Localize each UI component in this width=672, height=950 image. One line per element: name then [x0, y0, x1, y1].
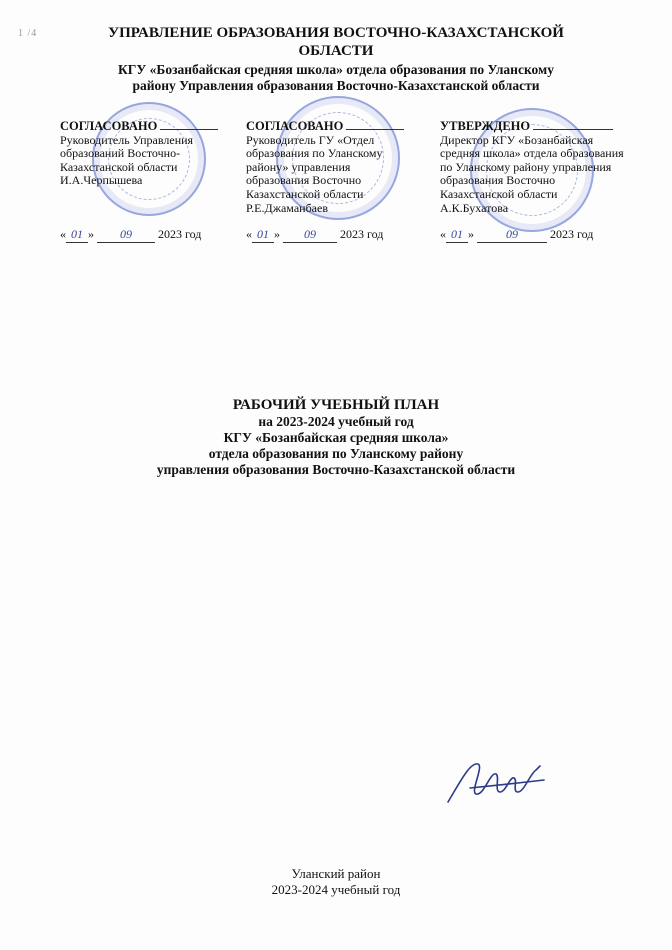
approval-2-head: СОГЛАСОВАНО [246, 119, 344, 133]
approval-3-date: « 01 » 09 2023 год [440, 227, 594, 241]
approval-1-line-2: образований Восточно- [60, 146, 181, 161]
date-year: 2023 год [158, 227, 202, 241]
approval-1-line-1: Руководитель Управления [60, 132, 194, 147]
approval-2-line-2: образования по Уланскому [246, 146, 383, 161]
title-line-2: на 2023-2024 учебный год [258, 414, 414, 429]
date-month: 09 [283, 228, 337, 243]
date-day: 01 [66, 228, 88, 243]
approval-1-head: СОГЛАСОВАНО [60, 119, 158, 133]
approval-1-line-3: Казахстанской области [60, 159, 178, 174]
header-line-3: КГУ «Бозанбайская средняя школа» отдела образования по Уланскому [118, 62, 554, 77]
title-line-3: КГУ «Бозанбайская средняя школа» [223, 430, 449, 445]
footer-year: 2023-2024 учебный год [271, 882, 401, 897]
approval-3-line-1: Директор КГУ «Бозанбайская [440, 132, 594, 147]
signature-line [533, 129, 613, 130]
date-day: 01 [446, 228, 468, 243]
title-line-5: управления образования Восточно-Казахстанской области [156, 462, 516, 477]
signature-line [160, 129, 218, 130]
approval-3-head: УТВЕРЖДЕНО [440, 119, 531, 133]
approval-2-date: « 01 » 09 2023 год [246, 227, 384, 241]
date-year: 2023 год [340, 227, 384, 241]
date-month: 09 [97, 228, 155, 243]
handwritten-signature [440, 752, 550, 812]
approval-2-line-5: Казахстанской области [246, 186, 364, 201]
date-year: 2023 год [550, 227, 594, 241]
signature-line [346, 129, 404, 130]
footer-district: Уланский район [291, 866, 381, 881]
approval-2-line-6: Р.Е.Джаманбаев [246, 200, 328, 215]
header-line-1: УПРАВЛЕНИЕ ОБРАЗОВАНИЯ ВОСТОЧНО-КАЗАХСТАНСКОЙ [108, 25, 564, 41]
document-header [40, 24, 632, 94]
approval-3-line-2: средняя школа» отдела образования [440, 146, 624, 161]
approval-2-line-1: Руководитель ГУ «Отдел [246, 132, 375, 147]
document-footer [40, 866, 632, 898]
approval-1-line-4: И.А.Черпышева [60, 173, 143, 188]
approval-column-3 [440, 119, 660, 241]
approval-3-line-3: по Уланскому району управления [440, 159, 612, 174]
approval-2-line-4: образования Восточно [246, 173, 362, 188]
header-line-2: ОБЛАСТИ [298, 43, 374, 59]
title-line-4: отдела образования по Уланскому району [208, 446, 464, 461]
date-month: 09 [477, 228, 547, 243]
approval-3-line-4: образования Восточно [440, 173, 556, 188]
approval-column-2 [246, 119, 426, 241]
approval-2-line-3: району» управления [246, 159, 351, 174]
corner-mark: 1 /4 [18, 28, 38, 39]
approval-column-1 [60, 119, 235, 241]
date-day: 01 [252, 228, 274, 243]
title-main: РАБОЧИЙ УЧЕБНЫЙ ПЛАН [232, 397, 440, 413]
approval-1-date: « 01 » 09 2023 год [60, 227, 202, 241]
header-line-4: району Управления образования Восточно-Казахстанской области [132, 78, 540, 93]
approval-3-line-6: А.К.Бухатова [440, 200, 509, 215]
approval-3-line-5: Казахстанской области [440, 186, 558, 201]
document-title [40, 396, 632, 478]
